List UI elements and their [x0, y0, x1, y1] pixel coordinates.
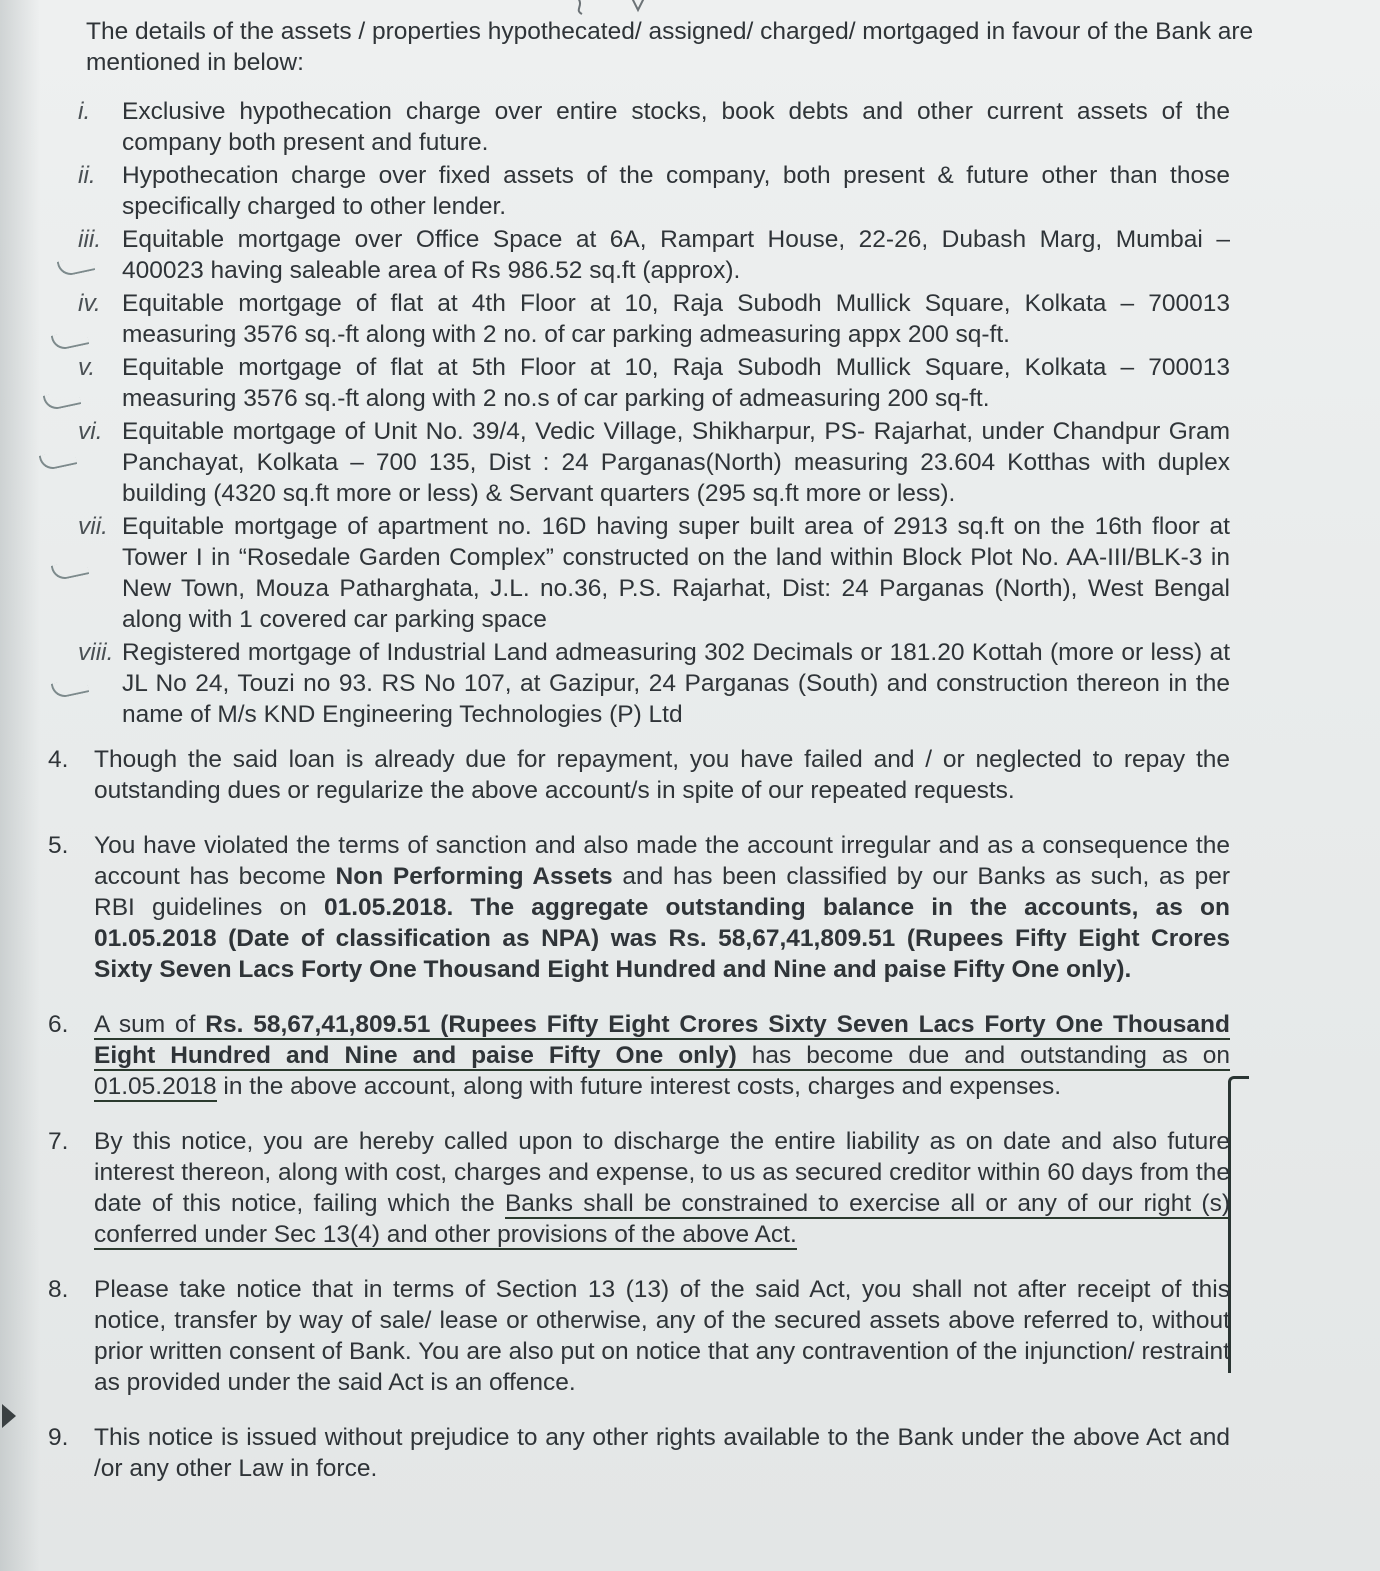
margin-arrow-icon: [2, 1404, 16, 1428]
assets-list: [78, 96, 1230, 730]
list-item-text: Equitable mortgage of flat at 5th Floor at 10, Raja Subodh Mullick Square, Kolkata – 700013 measuring 3576 sq.-ft along with 2 no.s of car parking of admeasuring 200 sq-ft.: [122, 354, 1230, 412]
page-fold-shadow: [0, 0, 40, 1571]
paragraph-text: [94, 1126, 1230, 1250]
list-item-text: Registered mortgage of Industrial Land admeasuring 302 Decimals or 181.20 Kottah (more or less) at JL No 24, Touzi no 93. RS No 107, at Gazipur, 24 Parganas (South) and construction thereon in the name of M/s KND Engineering Technologies (P) Ltd: [122, 639, 1230, 728]
paragraph-8: [40, 1274, 1230, 1398]
list-item-text: Equitable mortgage over Office Space at 6A, Rampart House, 22-26, Dubash Marg, Mumbai – 400023 having saleable area of Rs 986.52 sq.ft (approx).: [122, 226, 1230, 284]
assets-intro: The details of the assets / properties hypothecated/ assigned/ charged/ mortgaged in favour of the Bank are mentioned in below:: [86, 18, 1254, 76]
paragraph-number: 7.: [48, 1128, 69, 1155]
paragraph-number: 8.: [48, 1276, 69, 1303]
text-run: By this notice, you are hereby called upon to discharge the entire liability as on date and also future interest thereon, along with cost, charges and expense, to us as secured creditor within 60 days from the date of this notice, failing which the: [94, 1128, 1230, 1217]
paragraph-5: [40, 830, 1230, 985]
paragraph-text: This notice is issued without prejudice to any other rights available to the Bank under the above Act and /or any other Law in force.: [94, 1424, 1230, 1482]
paragraph-text: Please take notice that in terms of Section 13 (13) of the said Act, you shall not after receipt of this notice, transfer by way of sale/ lease or otherwise, any of the secured assets above referred to, without prior written consent of Bank. You are also put on notice that any contravention of the injunction/ restraint as provided under the said Act is an offence.: [94, 1276, 1230, 1396]
list-item-text: Equitable mortgage of Unit No. 39/4, Vedic Village, Shikharpur, PS- Rajarhat, under Chandpur Gram Panchayat, Kolkata – 700 135, Dist : 24 Parganas(North) measuring 23.604 Kotthas with duplex building (4320 sq.ft more or less) & Servant quarters (295 sq.ft more or less).: [122, 418, 1230, 507]
paragraph-6: [40, 1009, 1230, 1102]
underlined-text: has become due and outstanding as on 01.05.2018: [94, 1042, 1230, 1100]
list-item: [78, 224, 1230, 286]
list-item: [78, 160, 1230, 222]
paragraph-7: [40, 1126, 1230, 1250]
handwritten-bracket: [1228, 1076, 1249, 1373]
list-item-number: vi.: [78, 418, 103, 445]
list-item-text: Hypothecation charge over fixed assets of the company, both present & future other than those specifically charged to other lender.: [122, 162, 1230, 220]
npa-status-text: Non Performing Assets: [335, 863, 613, 890]
list-item-number: vii.: [78, 513, 108, 540]
paragraph-text: [94, 1009, 1230, 1102]
list-item-text: Equitable mortgage of flat at 4th Floor at 10, Raja Subodh Mullick Square, Kolkata – 700013 measuring 3576 sq.-ft along with 2 no. of car parking admeasuring appx 200 sq-ft.: [122, 290, 1230, 348]
list-item: [78, 416, 1230, 509]
paragraph-number: 5.: [48, 832, 69, 859]
text-run: in the above account, along with future interest costs, charges and expenses.: [216, 1073, 1062, 1100]
list-item-text: Equitable mortgage of apartment no. 16D having super built area of 2913 sq.ft on the 16th floor at Tower I in “Rosedale Garden Complex” constructed on the land within Block Plot No. AA-III/BLK-3 in New Town, Mouza Patharghata, J.L. no.36, P.S. Rajarhat, Dist: 24 Parganas (North), West Bengal along with 1 covered car parking space: [122, 513, 1230, 633]
outstanding-balance-text: 01.05.2018. The aggregate outstanding balance in the accounts, as on 01.05.2018 (Date of classification as NPA) was Rs. 58,67,41,809.51 (Rupees Fifty Eight Crores Sixty Seven Lacs Forty One Thousand Eight Hundred and Nine and paise Fifty One only).: [94, 894, 1230, 983]
list-item-number: iii.: [78, 226, 102, 253]
paragraph-number: 6.: [48, 1011, 69, 1038]
list-item-number: i.: [78, 98, 91, 125]
underlined-text: Banks shall be constrained to exercise all or any of our right (s) conferred under Sec 13(4) and other provisions of the above Act.: [94, 1190, 1230, 1248]
due-amount-text: Rs. 58,67,41,809.51 (Rupees Fifty Eight Crores Sixty Seven Lacs Forty One Thousand Eight Hundred and Nine and paise Fifty One only): [94, 1011, 1230, 1069]
paragraph-text: Though the said loan is already due for repayment, you have failed and / or neglected to repay the outstanding dues or regularize the above account/s in spite of our repeated requests.: [94, 746, 1230, 804]
list-item-number: viii.: [78, 639, 114, 666]
list-item-number: v.: [78, 354, 96, 381]
document-body: [40, 16, 1254, 1508]
paragraph-text: [94, 830, 1230, 985]
list-item-number: ii.: [78, 162, 96, 189]
text-run: and has been classified by our Banks as such, as per RBI guidelines on: [94, 863, 1230, 921]
paragraph-9: [40, 1422, 1230, 1484]
list-item: [78, 352, 1230, 414]
underlined-text: A sum of: [94, 1011, 206, 1038]
paragraph-number: 4.: [48, 746, 69, 773]
list-item-number: iv.: [78, 290, 101, 317]
list-item: [78, 96, 1230, 158]
text-run: You have violated the terms of sanction and also made the account irregular and as a consequence the account has become: [94, 832, 1230, 890]
list-item: [78, 637, 1230, 730]
paragraph-number: 9.: [48, 1424, 69, 1451]
list-item-text: Exclusive hypothecation charge over entire stocks, book debts and other current assets of the company both present and future.: [122, 98, 1230, 156]
list-item: [78, 288, 1230, 350]
paragraph-4: [40, 744, 1230, 806]
list-item: [78, 511, 1230, 635]
